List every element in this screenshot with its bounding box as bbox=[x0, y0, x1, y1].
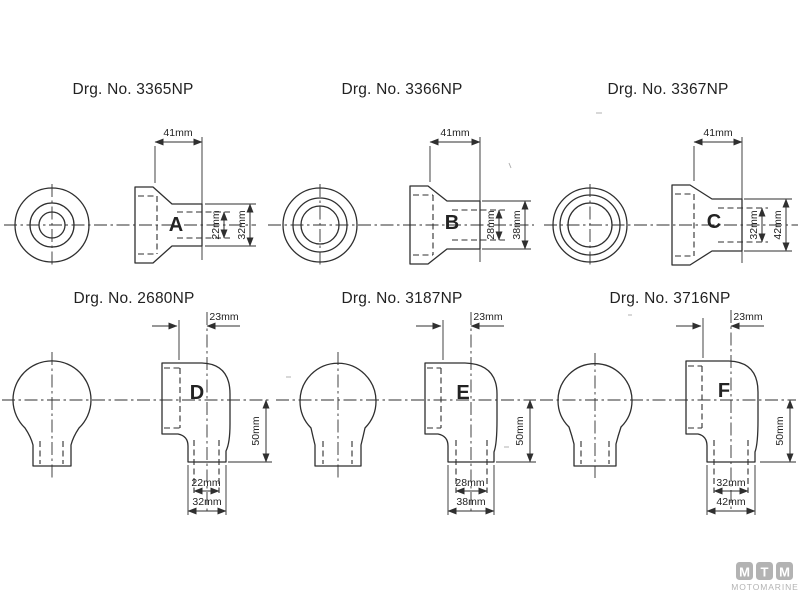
dim-offset bbox=[416, 311, 504, 360]
part-letter: D bbox=[189, 382, 205, 404]
extension-lines bbox=[430, 137, 480, 262]
dimension-text: 22mm bbox=[191, 477, 221, 489]
dim-bore bbox=[714, 477, 748, 491]
logo-letter: T bbox=[760, 564, 769, 580]
logo-letter: M bbox=[739, 564, 750, 580]
dim-bore bbox=[748, 208, 762, 242]
dim-drop bbox=[760, 400, 796, 462]
dim-length bbox=[155, 127, 202, 260]
dimension-text: 22mm bbox=[210, 210, 222, 240]
dimension-text: 32mm bbox=[192, 496, 222, 508]
part-letter: F bbox=[717, 380, 731, 402]
dimension-text: 41mm bbox=[703, 127, 733, 139]
dim-offset bbox=[152, 311, 240, 360]
drawing-number-title: Drg. No. 3367NP bbox=[607, 81, 729, 98]
drawing-number-title: Drg. No. 3716NP bbox=[609, 290, 731, 307]
dimension-text: 23mm bbox=[733, 311, 763, 323]
elbow-outline bbox=[425, 363, 497, 462]
elbow-outline bbox=[686, 361, 758, 462]
dim-offset bbox=[676, 311, 764, 358]
drawing-3365np bbox=[15, 81, 256, 266]
elbow-outline bbox=[162, 363, 230, 462]
dim-drop bbox=[228, 400, 272, 462]
drawing-number-title: Drg. No. 3187NP bbox=[341, 290, 463, 307]
drawing-3366np bbox=[283, 81, 531, 266]
drawing-number-title: Drg. No. 3366NP bbox=[341, 81, 463, 98]
dim-bore bbox=[210, 210, 224, 239]
part-letter: E bbox=[456, 382, 470, 404]
drawing-3716np bbox=[558, 290, 796, 515]
dim-length bbox=[430, 127, 480, 262]
dimension-text: 41mm bbox=[163, 127, 193, 139]
hidden-socket-lines bbox=[427, 368, 441, 428]
hidden-bore-lines bbox=[323, 441, 352, 464]
dim-bore bbox=[455, 477, 487, 491]
dimension-text: 32mm bbox=[716, 477, 746, 489]
hidden-bore-lines bbox=[40, 441, 63, 464]
dimension-text: 28mm bbox=[455, 477, 485, 489]
drawing-number-title: Drg. No. 2680NP bbox=[73, 290, 195, 307]
drawing-number-title: Drg. No. 3365NP bbox=[72, 81, 194, 98]
hidden-socket-lines bbox=[164, 368, 180, 428]
dimension-text: 50mm bbox=[514, 416, 526, 446]
drawing-3367np bbox=[553, 81, 792, 266]
part-letter: B bbox=[444, 212, 460, 234]
dimension-text: 23mm bbox=[473, 311, 503, 323]
hidden-socket-lines bbox=[688, 366, 702, 428]
dimension-text: 50mm bbox=[250, 416, 262, 446]
dim-drop bbox=[496, 400, 536, 462]
part-letter: A bbox=[168, 214, 184, 236]
dimension-text: 32mm bbox=[236, 210, 248, 240]
logo-name: MOTOMARINE bbox=[731, 582, 799, 592]
extension-lines bbox=[155, 137, 202, 260]
front-view bbox=[558, 353, 632, 478]
dimension-text: 38mm bbox=[456, 496, 486, 508]
part-letter: C bbox=[706, 211, 722, 233]
dimension-text: 42mm bbox=[716, 496, 746, 508]
drawing-3187np bbox=[300, 290, 536, 515]
drawing-2680np bbox=[13, 290, 272, 515]
dimension-text: 42mm bbox=[772, 210, 784, 240]
dimension-text: 28mm bbox=[485, 210, 497, 240]
front-view bbox=[13, 352, 91, 478]
extension-lines bbox=[694, 137, 742, 263]
dim-length bbox=[694, 127, 742, 263]
dimension-text: 41mm bbox=[440, 127, 470, 139]
mtm-logo bbox=[731, 562, 798, 592]
dimension-text: 50mm bbox=[774, 416, 786, 446]
dim-bore bbox=[191, 477, 220, 491]
logo-letter: M bbox=[779, 564, 790, 580]
dim-bore bbox=[485, 210, 499, 240]
dimension-text: 32mm bbox=[748, 210, 760, 240]
front-view bbox=[300, 352, 376, 478]
dimension-text: 38mm bbox=[511, 210, 523, 240]
dimension-text: 23mm bbox=[209, 311, 239, 323]
